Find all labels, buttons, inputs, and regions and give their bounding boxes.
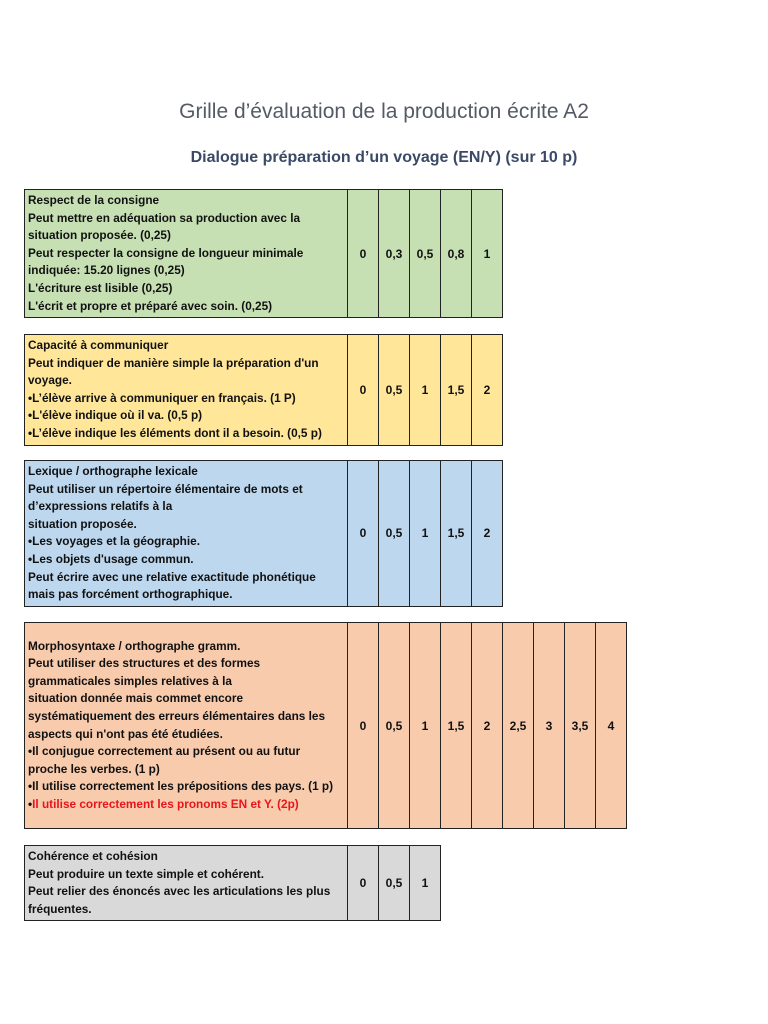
score-cell[interactable]: 4 [596, 623, 627, 829]
criterion-line: d’expressions relatifs à la [28, 499, 173, 514]
criterion-line: proche les verbes. (1 p) [28, 761, 160, 776]
criterion-line: voyage. [28, 373, 72, 388]
highlight-text: Il utilise correctement les pronoms EN et Y. (2p) [32, 796, 299, 811]
criterion-line: situation proposée. [28, 516, 137, 531]
score-cell[interactable]: 2 [472, 335, 503, 446]
document-subtitle: Dialogue préparation d’un voyage (EN/Y) (sur 10 p) [190, 149, 578, 166]
score-cell[interactable]: 0,5 [379, 623, 410, 829]
score-cell[interactable]: 1 [410, 846, 441, 921]
criterion-line: systématiquement des erreurs élémentaires dans les [28, 708, 326, 723]
criterion-line: •Les voyages et la géographie. [28, 534, 200, 549]
criterion-description [25, 846, 348, 921]
score-cell[interactable]: 1 [410, 335, 441, 446]
criterion-table-consigne [24, 189, 503, 318]
criterion-table-coherence [24, 845, 441, 921]
criterion-line: •Les objets d'usage commun. [28, 551, 194, 566]
criterion-line: Peut produire un texte simple et cohérent. [28, 866, 264, 881]
score-cell[interactable]: 0 [348, 190, 379, 318]
criterion-description [25, 623, 348, 829]
criterion-line: mais pas forcément orthographique. [28, 587, 233, 602]
criterion-line: Peut indiquer de manière simple la préparation d'un [28, 355, 319, 370]
score-cell[interactable]: 0,5 [379, 335, 410, 446]
score-cell[interactable]: 1,5 [441, 623, 472, 829]
criterion-line: •Il utilise correctement les prépositions des pays. (1 p) [28, 779, 334, 794]
criterion-line: •Il conjugue correctement au présent ou au futur [28, 744, 301, 759]
criterion-description [25, 190, 348, 318]
score-cell[interactable]: 0 [348, 461, 379, 607]
score-cell[interactable]: 2 [472, 461, 503, 607]
criterion-line: situation donnée mais commet encore [28, 691, 244, 706]
criterion-heading: Morphosyntaxe / orthographe gramm. [28, 638, 241, 653]
score-cell[interactable]: 3 [534, 623, 565, 829]
criterion-line: situation proposée. (0,25) [28, 228, 171, 243]
criterion-heading: Respect de la consigne [28, 193, 160, 207]
criterion-line: Peut mettre en adéquation sa production avec la [28, 210, 301, 225]
score-cell[interactable]: 0,8 [441, 190, 472, 318]
criterion-line: fréquentes. [28, 901, 92, 916]
score-cell[interactable]: 2,5 [503, 623, 534, 829]
score-cell[interactable]: 1 [472, 190, 503, 318]
criterion-description [25, 461, 348, 607]
criterion-heading: Capacité à communiquer [28, 338, 169, 352]
criterion-line: •L'élève indique où il va. (0,5 p) [28, 408, 203, 423]
criterion-line: grammaticales simples relatives à la [28, 673, 232, 688]
score-cell[interactable]: 0 [348, 623, 379, 829]
bullet: • [28, 796, 33, 811]
criterion-line: L'écrit et propre et préparé avec soin. (0,25) [28, 298, 273, 313]
criterion-table-lexique [24, 460, 503, 607]
score-cell[interactable]: 0,5 [410, 190, 441, 318]
criterion-line: aspects qui n'ont pas été étudiées. [28, 726, 223, 741]
criterion-table-communication [24, 334, 503, 446]
criterion-description [25, 335, 348, 446]
score-cell[interactable]: 0,5 [379, 461, 410, 607]
criterion-line: •L’élève indique les éléments dont il a besoin. (0,5 p) [28, 425, 322, 440]
score-cell[interactable]: 3,5 [565, 623, 596, 829]
criterion-heading: Lexique / orthographe lexicale [28, 464, 198, 478]
document-title: Grille d’évaluation de la production écrite A2 [179, 100, 589, 123]
criterion-line: Peut utiliser des structures et des formes [28, 656, 261, 671]
score-cell[interactable]: 1 [410, 461, 441, 607]
score-cell[interactable]: 0 [348, 335, 379, 446]
criterion-heading: Cohérence et cohésion [28, 849, 158, 863]
score-cell[interactable]: 1,5 [441, 461, 472, 607]
criterion-highlight-line [28, 796, 344, 814]
criterion-line: Peut relier des énoncés avec les articulations les plus [28, 884, 331, 899]
criterion-line: Peut écrire avec une relative exactitude phonétique [28, 569, 316, 584]
criterion-line: L'écriture est lisible (0,25) [28, 280, 173, 295]
criterion-line: Peut utiliser un répertoire élémentaire de mots et [28, 481, 303, 496]
score-cell[interactable]: 1 [410, 623, 441, 829]
score-cell[interactable]: 0,3 [379, 190, 410, 318]
score-cell[interactable]: 0 [348, 846, 379, 921]
criterion-line: Peut respecter la consigne de longueur minimale [28, 245, 304, 260]
score-cell[interactable]: 0,5 [379, 846, 410, 921]
score-cell[interactable]: 1,5 [441, 335, 472, 446]
score-cell[interactable]: 2 [472, 623, 503, 829]
criterion-line: indiquée: 15.20 lignes (0,25) [28, 263, 185, 278]
criterion-line: •L’élève arrive à communiquer en français. (1 P) [28, 390, 296, 405]
criterion-table-morphosyntaxe [24, 622, 627, 829]
